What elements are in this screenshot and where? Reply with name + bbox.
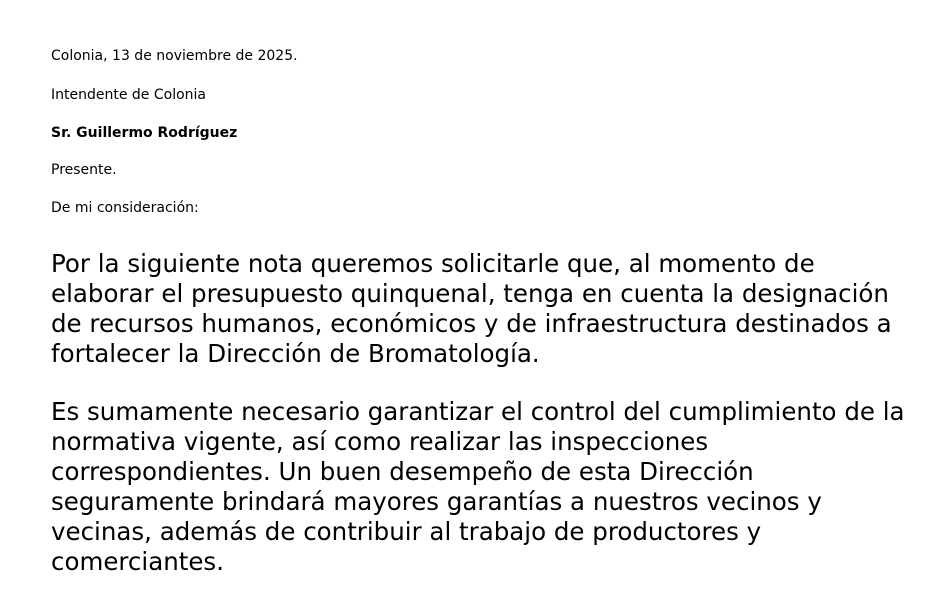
paragraph-line: vecinas, además de contribuir al trabajo de productores y [51, 517, 762, 546]
paragraph-line: elaborar el presupuesto quinquenal, tenga en cuenta la designación [51, 279, 889, 308]
presente-line: Presente. [51, 162, 117, 178]
paragraph-line: de recursos humanos, económicos y de infraestructura destinados a [51, 309, 892, 338]
recipient-title: Intendente de Colonia [51, 87, 206, 103]
paragraph-line: normativa vigente, así como realizar las inspecciones [51, 427, 709, 456]
recipient-name: Sr. Guillermo Rodríguez [51, 125, 238, 141]
paragraph-line: Es sumamente necesario garantizar el control del cumplimiento de la [51, 397, 905, 426]
paragraph-line: comerciantes. [51, 547, 224, 576]
paragraph-line: fortalecer la Dirección de Bromatología. [51, 339, 540, 368]
body-paragraph-2 [51, 397, 931, 577]
paragraph-line: seguramente brindará mayores garantías a nuestros vecinos y [51, 487, 822, 516]
salutation: De mi consideración: [51, 200, 199, 216]
paragraph-line: correspondientes. Un buen desempeño de esta Dirección [51, 457, 754, 486]
body-paragraph-1 [51, 249, 931, 369]
date-line: Colonia, 13 de noviembre de 2025. [51, 48, 298, 64]
paragraph-line: Por la siguiente nota queremos solicitarle que, al momento de [51, 249, 815, 278]
